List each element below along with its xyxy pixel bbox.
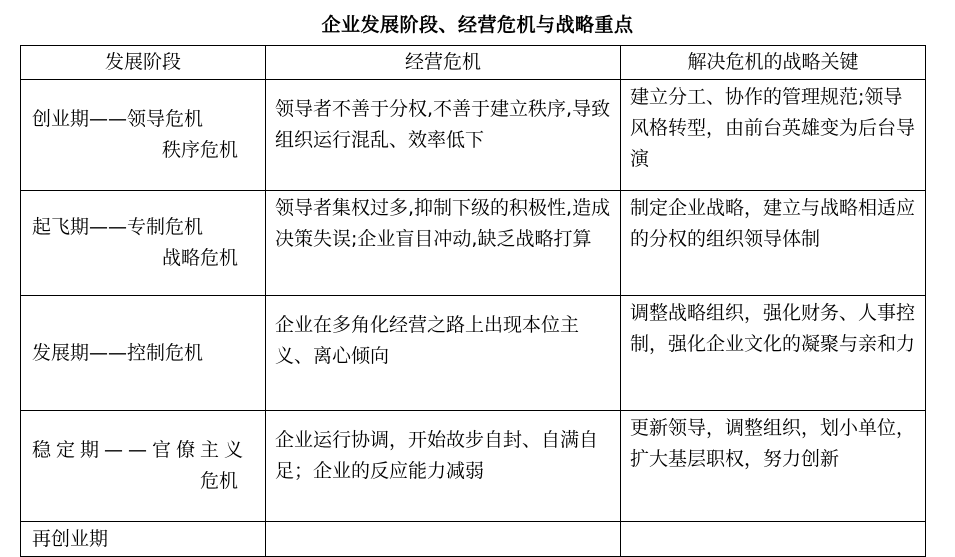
crisis-cell [266, 522, 621, 557]
stage-name: 创业期——领导危机 [32, 108, 204, 130]
stage-cell [21, 411, 266, 522]
stage-name-continued: 战略危机 [161, 247, 238, 269]
stage-name: 稳定期——官僚主义 [32, 439, 249, 461]
header-stage: 发展阶段 [21, 46, 266, 80]
table-row [21, 296, 926, 411]
stage-name-continued: 危机 [199, 470, 238, 492]
header-crisis: 经营危机 [266, 46, 621, 80]
strategy-cell: 调整战略组织，强化财务、人事控制，强化企业文化的凝聚与亲和力 [621, 296, 926, 411]
stage-crisis-table [20, 45, 926, 557]
stage-name-continued: 秩序危机 [161, 139, 238, 161]
table-row [21, 411, 926, 522]
stage-cell [21, 191, 266, 296]
strategy-cell: 建立分工、协作的管理规范;领导风格转型，由前台英雄变为后台导演 [621, 80, 926, 191]
table-row [21, 191, 926, 296]
crisis-cell: 企业在多角化经营之路上出现本位主义、离心倾向 [266, 296, 621, 411]
stage-cell: 再创业期 [21, 522, 266, 557]
table-header-row [21, 46, 926, 80]
strategy-cell: 更新领导，调整组织，划小单位，扩大基层职权，努力创新 [621, 411, 926, 522]
stage-name: 起飞期——专制危机 [32, 216, 204, 238]
stage-cell [21, 80, 266, 191]
stage-cell [21, 296, 266, 411]
strategy-cell [621, 522, 926, 557]
crisis-cell: 领导者不善于分权,不善于建立秩序,导致组织运行混乱、效率低下 [266, 80, 621, 191]
stage-name: 发展期——控制危机 [32, 341, 204, 364]
table-row [21, 522, 926, 557]
header-strategy: 解决危机的战略关键 [621, 46, 926, 80]
crisis-cell: 领导者集权过多,抑制下级的积极性,造成决策失误;企业盲目冲动,缺乏战略打算 [266, 191, 621, 296]
page-title: 企业发展阶段、经营危机与战略重点 [321, 14, 634, 36]
table-row [21, 80, 926, 191]
strategy-cell: 制定企业战略，建立与战略相适应的分权的组织领导体制 [621, 191, 926, 296]
crisis-cell: 企业运行协调，开始故步自封、自满自足；企业的反应能力减弱 [266, 411, 621, 522]
